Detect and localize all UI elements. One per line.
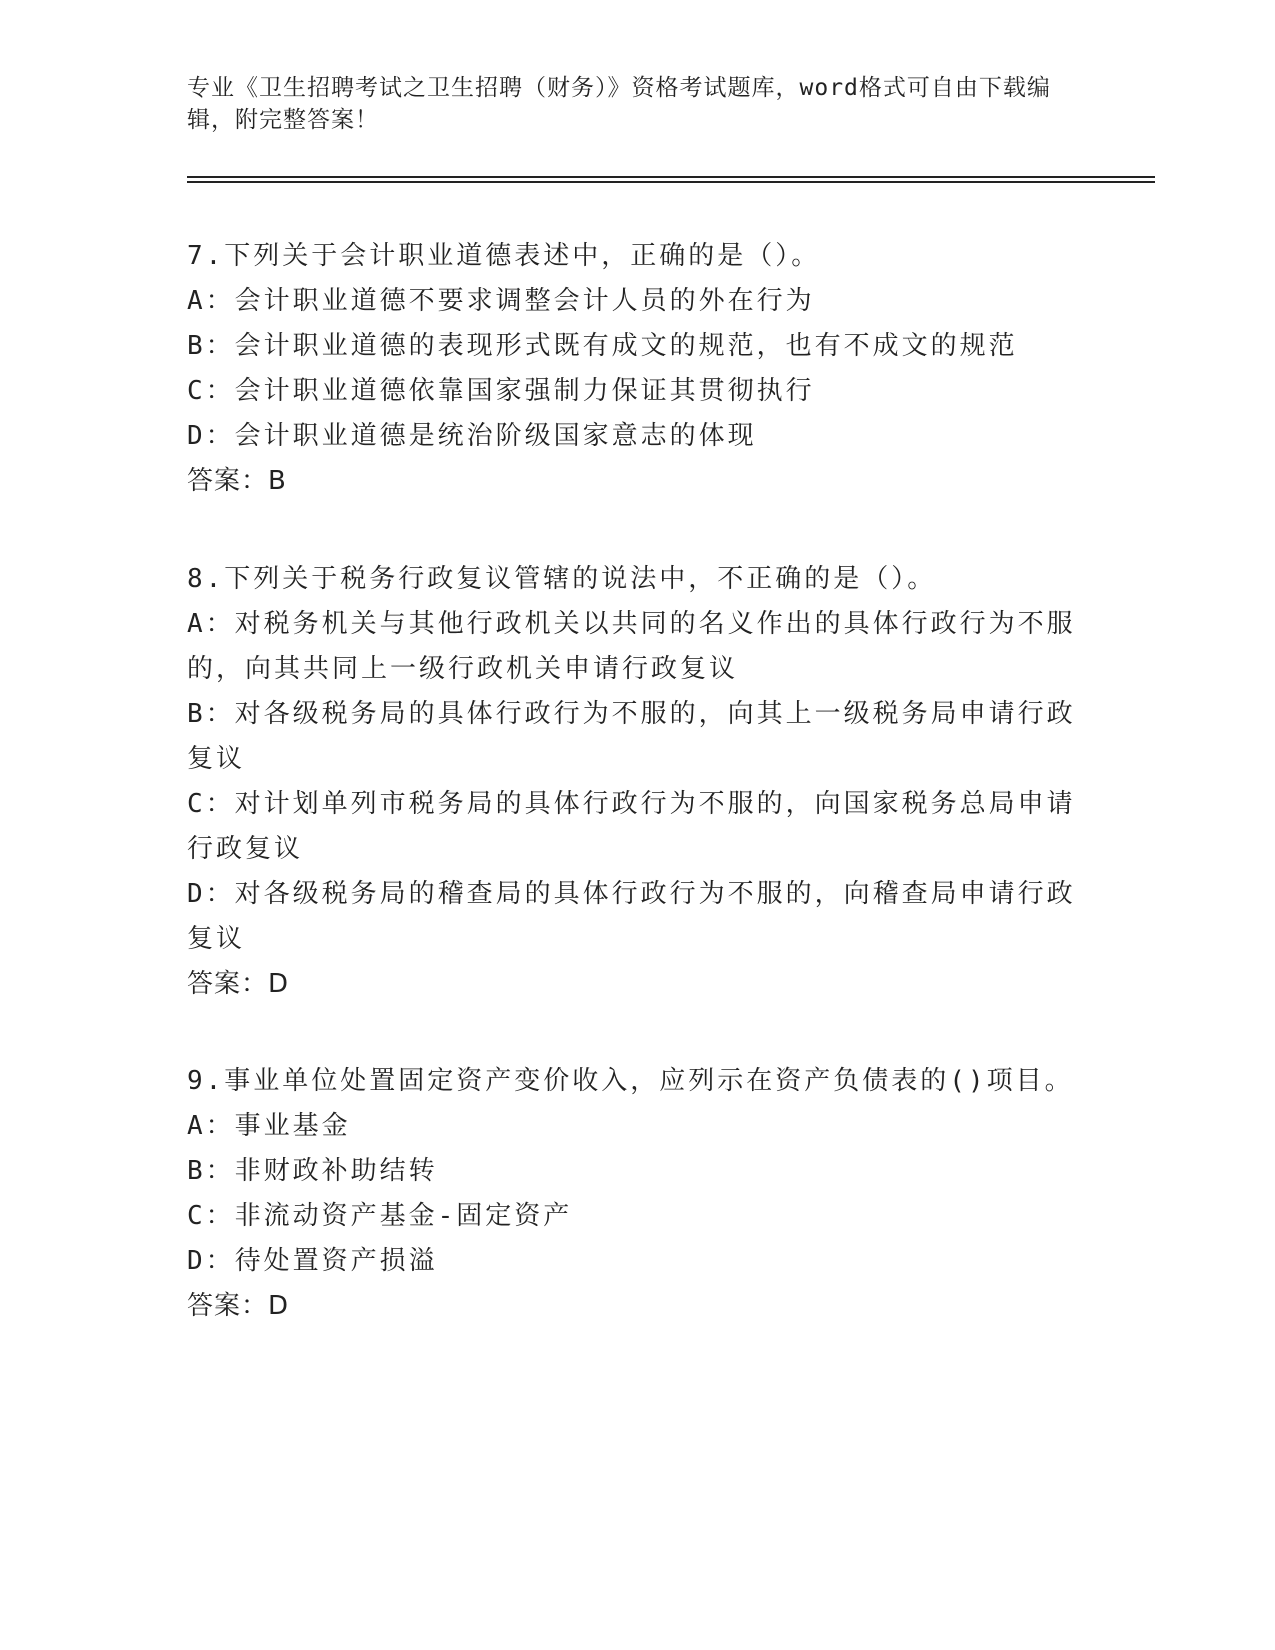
header-divider-top (187, 176, 1155, 178)
answer-line: 答案：B (187, 466, 287, 496)
answer-line: 答案：D (187, 1291, 290, 1321)
question-stem: 9.事业单位处置固定资产变价收入，应列示在资产负债表的()项目。 (187, 1066, 1074, 1096)
option-d: D：待处置资产损溢 (187, 1246, 438, 1276)
option-c: C：对计划单列市税务局的具体行政行为不服的，向国家税务总局申请行政复议 (187, 789, 1076, 864)
question-8 (187, 557, 1077, 1007)
option-a: A：会计职业道德不要求调整会计人员的外在行为 (187, 286, 815, 316)
option-a: A：事业基金 (187, 1111, 351, 1141)
option-c: C：会计职业道德依靠国家强制力保证其贯彻执行 (187, 376, 815, 406)
option-a: A：对税务机关与其他行政机关以共同的名义作出的具体行政行为不服的，向其共同上一级行政机关申请行政复议 (187, 609, 1076, 684)
question-stem: 8.下列关于税务行政复议管辖的说法中，不正确的是（）。 (187, 564, 937, 594)
document-header: 专业《卫生招聘考试之卫生招聘（财务）》资格考试题库，word格式可自由下载编辑，附完整答案！ (187, 75, 1051, 133)
option-d: D：会计职业道德是统治阶级国家意志的体现 (187, 421, 757, 451)
option-c: C：非流动资产基金-固定资产 (187, 1201, 573, 1231)
question-stem: 7.下列关于会计职业道德表述中，正确的是（）。 (187, 241, 821, 271)
option-b: B：对各级税务局的具体行政行为不服的，向其上一级税务局申请行政复议 (187, 699, 1076, 774)
option-d: D：对各级税务局的稽查局的具体行政行为不服的，向稽查局申请行政复议 (187, 879, 1076, 954)
answer-line: 答案：D (187, 969, 290, 999)
option-b: B：会计职业道德的表现形式既有成文的规范，也有不成文的规范 (187, 331, 1018, 361)
question-7 (187, 234, 1077, 504)
question-9 (187, 1059, 1077, 1329)
header-divider-bottom (187, 181, 1155, 183)
option-b: B：非财政补助结转 (187, 1156, 438, 1186)
